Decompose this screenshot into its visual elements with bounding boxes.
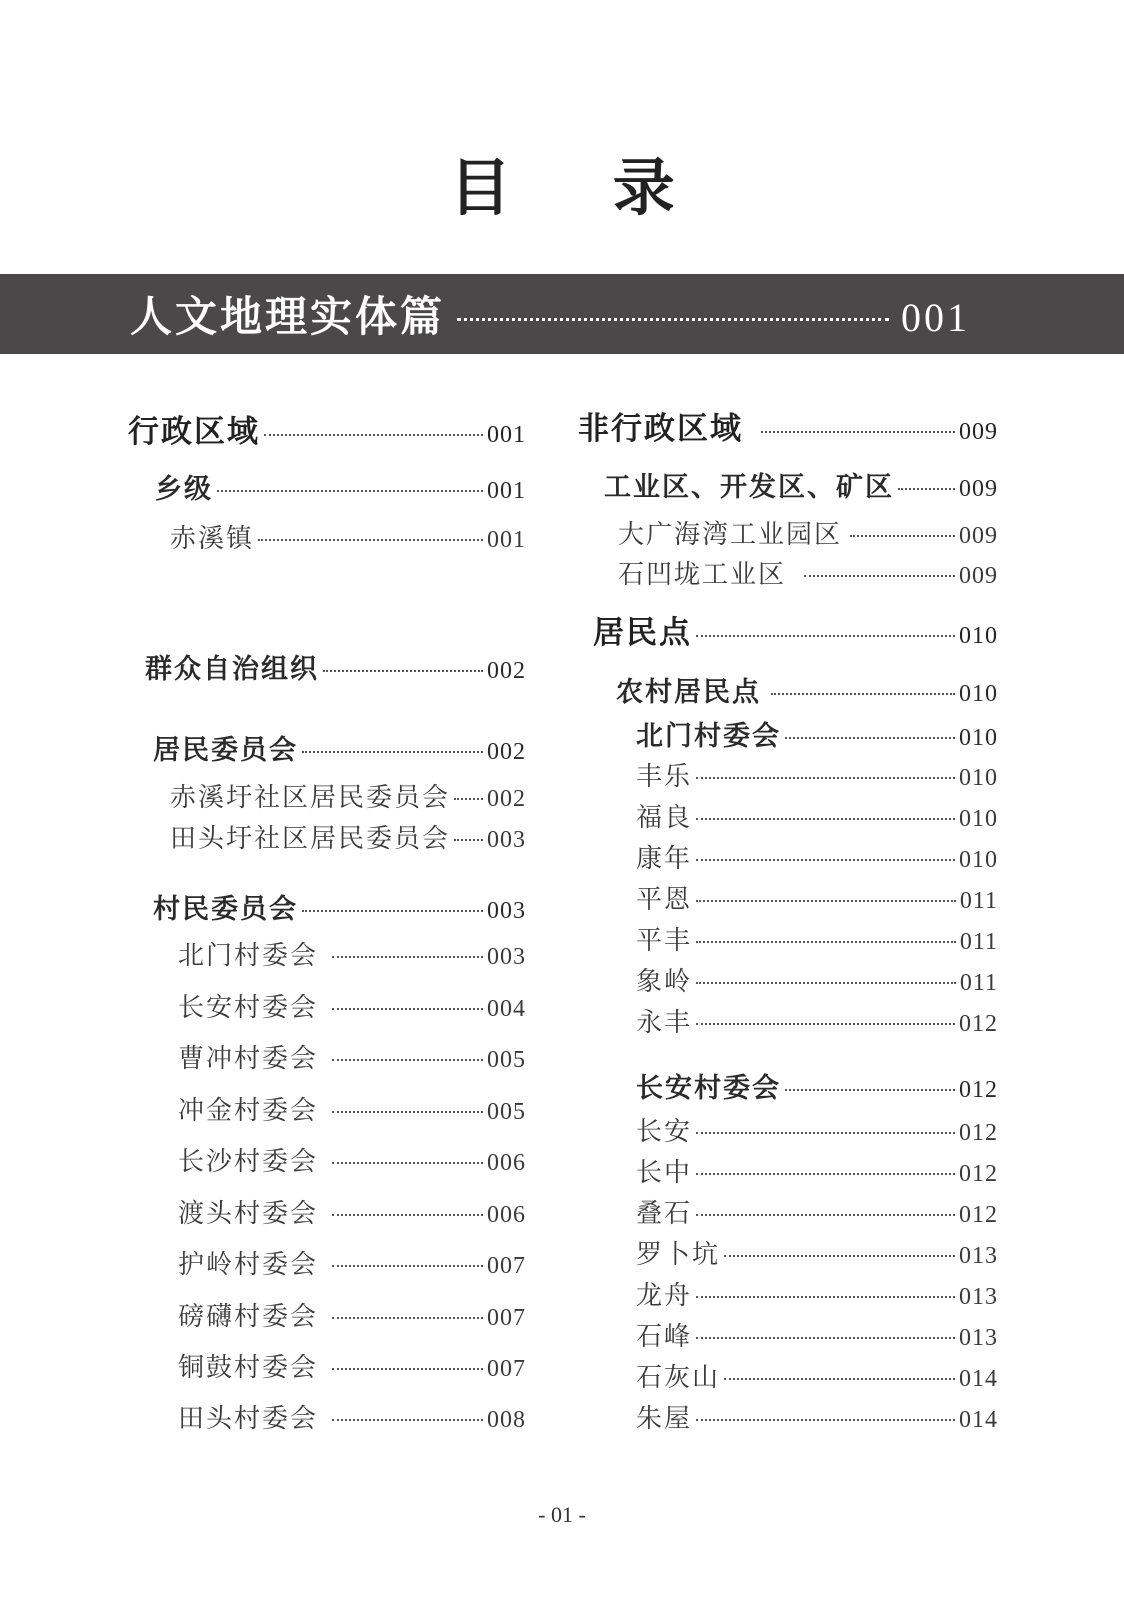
- toc-entry[interactable]: [170, 777, 526, 814]
- toc-label: 平恩: [636, 885, 693, 915]
- toc-label: 石峰: [636, 1322, 693, 1352]
- toc-label: 平丰: [636, 926, 693, 956]
- leader-dots: [332, 1368, 483, 1370]
- toc-entry[interactable]: [155, 467, 526, 506]
- toc-entry[interactable]: [636, 1193, 998, 1230]
- toc-entry[interactable]: [636, 714, 998, 753]
- toc-label: 护岭村委会: [178, 1250, 319, 1280]
- toc-entry[interactable]: [636, 1152, 998, 1189]
- page-title: 目 录: [449, 151, 715, 224]
- toc-entry[interactable]: [636, 1111, 998, 1148]
- leader-dots: [696, 1214, 955, 1216]
- leader-dots: [724, 1378, 955, 1380]
- toc-page-number: 014: [959, 1407, 998, 1433]
- toc-label: 冲金村委会: [178, 1096, 319, 1126]
- toc-entry[interactable]: [636, 797, 998, 834]
- leader-dots: [454, 839, 483, 841]
- toc-label: 田头圩社区居民委员会: [170, 824, 451, 854]
- toc-page-number: 013: [959, 1325, 998, 1351]
- toc-label: 长安村委会: [178, 993, 319, 1023]
- leader-dots: [696, 635, 955, 637]
- toc-label: 渡头村委会: [178, 1199, 319, 1229]
- toc-page-number: 010: [959, 806, 998, 832]
- leader-dots: [804, 575, 955, 577]
- leader-dots: [696, 900, 956, 902]
- toc-page-number: 009: [959, 476, 998, 502]
- toc-label: 磅礴村委会: [178, 1302, 319, 1332]
- toc-page-number: 001: [487, 527, 526, 553]
- toc-label: 北门村委会: [636, 721, 781, 752]
- toc-entry[interactable]: [153, 887, 526, 926]
- toc-entry[interactable]: [618, 554, 998, 591]
- toc-page-number: 002: [487, 739, 526, 765]
- toc-page-number: 010: [959, 847, 998, 873]
- leader-dots: [771, 693, 955, 695]
- toc-label: 人文地理实体篇: [130, 292, 446, 341]
- toc-page-number: 001: [901, 295, 970, 340]
- toc-page-number: 009: [959, 523, 998, 549]
- leader-dots: [302, 751, 483, 753]
- page-number-footer: - 01 -: [538, 1502, 586, 1527]
- leader-dots: [258, 539, 483, 541]
- toc-label: 长安村委会: [636, 1073, 781, 1104]
- toc-page-number: 010: [959, 623, 998, 649]
- leader-dots: [332, 1214, 483, 1216]
- toc-page-number: 003: [487, 827, 526, 853]
- toc-entry[interactable]: [593, 607, 998, 652]
- leader-dots: [302, 910, 483, 912]
- leader-dots: [323, 670, 483, 672]
- toc-entry[interactable]: [636, 1316, 998, 1353]
- leader-dots: [696, 1419, 955, 1421]
- leader-dots: [696, 1023, 955, 1025]
- toc-entry[interactable]: [178, 1296, 526, 1333]
- toc-label: 龙舟: [636, 1281, 693, 1311]
- toc-entry[interactable]: [636, 961, 998, 998]
- toc-entry[interactable]: [636, 1357, 998, 1394]
- toc-page-number: 006: [487, 1150, 526, 1176]
- toc-entry-part[interactable]: [130, 284, 970, 344]
- toc-label: 乡级: [155, 474, 213, 505]
- toc-label: 象岭: [636, 967, 693, 997]
- toc-page-number: 009: [959, 563, 998, 589]
- part-banner: [0, 274, 1124, 354]
- leader-dots: [696, 859, 955, 861]
- leader-dots: [332, 1111, 483, 1113]
- toc-entry[interactable]: [170, 818, 526, 855]
- toc-label: 曹冲村委会: [178, 1044, 319, 1074]
- toc-label: 康年: [636, 844, 693, 874]
- toc-label: 福良: [636, 803, 693, 833]
- leader-dots: [457, 318, 889, 321]
- toc-page-number: 003: [487, 944, 526, 970]
- leader-dots: [264, 434, 483, 436]
- toc-label: 朱屋: [636, 1404, 693, 1434]
- toc-entry[interactable]: [178, 1090, 526, 1127]
- toc-label: 居民委员会: [153, 735, 298, 766]
- toc-entry[interactable]: [618, 514, 998, 551]
- leader-dots: [696, 982, 956, 984]
- toc-entry[interactable]: [636, 756, 998, 793]
- toc-entry[interactable]: [616, 670, 998, 709]
- leader-dots: [696, 1173, 955, 1175]
- toc-label: 石凹垅工业区: [618, 560, 787, 590]
- toc-page-number: 007: [487, 1253, 526, 1279]
- toc-page-number: 010: [959, 681, 998, 707]
- toc-entry[interactable]: [636, 1066, 998, 1105]
- toc-page-number: 011: [959, 970, 998, 996]
- leader-dots: [332, 1162, 483, 1164]
- toc-page-number: 012: [959, 1161, 998, 1187]
- leader-dots: [785, 737, 955, 739]
- toc-label: 赤溪镇: [170, 524, 255, 554]
- toc-page-number: 010: [959, 765, 998, 791]
- leader-dots: [850, 535, 955, 537]
- toc-entry[interactable]: [578, 403, 998, 448]
- toc-label: 非行政区域: [578, 411, 743, 447]
- leader-dots: [696, 1296, 955, 1298]
- toc-entry[interactable]: [170, 518, 526, 555]
- toc-entry[interactable]: [636, 1002, 998, 1039]
- toc-page-number: 014: [959, 1366, 998, 1392]
- toc-page-number: 011: [959, 929, 998, 955]
- leader-dots: [696, 941, 956, 943]
- toc-entry[interactable]: [178, 1244, 526, 1281]
- leader-dots: [724, 1255, 955, 1257]
- toc-label: 北门村委会: [178, 941, 319, 971]
- leader-dots: [696, 1337, 955, 1339]
- toc-entry[interactable]: [604, 465, 998, 504]
- leader-dots: [785, 1089, 955, 1091]
- toc-label: 长沙村委会: [178, 1147, 319, 1177]
- toc-entry[interactable]: [636, 1275, 998, 1312]
- leader-dots: [332, 1008, 483, 1010]
- toc-label: 居民点: [593, 615, 692, 651]
- toc-entry[interactable]: [178, 1193, 526, 1230]
- toc-label: 村民委员会: [153, 894, 298, 925]
- toc-entry[interactable]: [153, 728, 526, 767]
- toc-label: 田头村委会: [178, 1404, 319, 1434]
- toc-entry[interactable]: [636, 1398, 998, 1435]
- leader-dots: [696, 818, 955, 820]
- toc-page-number: 006: [487, 1202, 526, 1228]
- toc-entry[interactable]: [636, 838, 998, 875]
- toc-entry[interactable]: [636, 920, 998, 957]
- toc-page-number: 002: [487, 658, 526, 684]
- toc-entry[interactable]: [145, 647, 526, 686]
- toc-label: 农村居民点: [616, 677, 761, 708]
- toc-page-number: 012: [959, 1202, 998, 1228]
- toc-page-number: 010: [959, 725, 998, 751]
- toc-page-number: 007: [487, 1305, 526, 1331]
- toc-page-number: 004: [487, 996, 526, 1022]
- toc-label: 工业区、开发区、矿区: [604, 472, 894, 503]
- toc-entry[interactable]: [178, 987, 526, 1024]
- toc-label: 群众自治组织: [145, 654, 319, 685]
- toc-page-number: 013: [959, 1284, 998, 1310]
- leader-dots: [332, 1317, 483, 1319]
- toc-page-number: 013: [959, 1243, 998, 1269]
- toc-entry[interactable]: [636, 1234, 998, 1271]
- toc-label: 大广海湾工业园区: [618, 520, 843, 550]
- toc-entry[interactable]: [178, 1141, 526, 1178]
- leader-dots: [332, 1059, 483, 1061]
- toc-page-number: 005: [487, 1099, 526, 1125]
- toc-entry[interactable]: [178, 1038, 526, 1075]
- toc-label: 叠石: [636, 1199, 693, 1229]
- toc-page-number: 012: [959, 1077, 998, 1103]
- toc-page-number: 008: [487, 1407, 526, 1433]
- toc-page-number: 011: [959, 888, 998, 914]
- toc-page-number: 001: [487, 422, 526, 448]
- toc-entry[interactable]: [178, 1398, 526, 1435]
- toc-page-number: 009: [959, 419, 998, 445]
- toc-label: 罗卜坑: [636, 1240, 721, 1270]
- toc-entry[interactable]: [178, 1347, 526, 1384]
- toc-label: 赤溪圩社区居民委员会: [170, 783, 451, 813]
- leader-dots: [217, 490, 483, 492]
- leader-dots: [454, 798, 483, 800]
- toc-label: 永丰: [636, 1008, 693, 1038]
- toc-page-number: 007: [487, 1356, 526, 1382]
- toc-page-number: 012: [959, 1120, 998, 1146]
- leader-dots: [332, 956, 483, 958]
- leader-dots: [696, 1132, 955, 1134]
- leader-dots: [761, 431, 955, 433]
- toc-label: 丰乐: [636, 762, 693, 792]
- leader-dots: [332, 1265, 483, 1267]
- toc-entry[interactable]: [636, 879, 998, 916]
- leader-dots: [332, 1419, 483, 1421]
- toc-entry[interactable]: [178, 935, 526, 972]
- toc-page-number: 005: [487, 1047, 526, 1073]
- toc-label: 长安: [636, 1117, 693, 1147]
- toc-label: 铜鼓村委会: [178, 1353, 319, 1383]
- toc-page-number: 001: [487, 478, 526, 504]
- leader-dots: [898, 488, 955, 490]
- toc-page-number: 002: [487, 786, 526, 812]
- toc-entry[interactable]: [128, 406, 526, 451]
- toc-label: 长中: [636, 1158, 693, 1188]
- toc-label: 石灰山: [636, 1363, 721, 1393]
- leader-dots: [696, 777, 955, 779]
- toc-label: 行政区域: [128, 414, 260, 450]
- toc-page-number: 012: [959, 1011, 998, 1037]
- toc-page-number: 003: [487, 898, 526, 924]
